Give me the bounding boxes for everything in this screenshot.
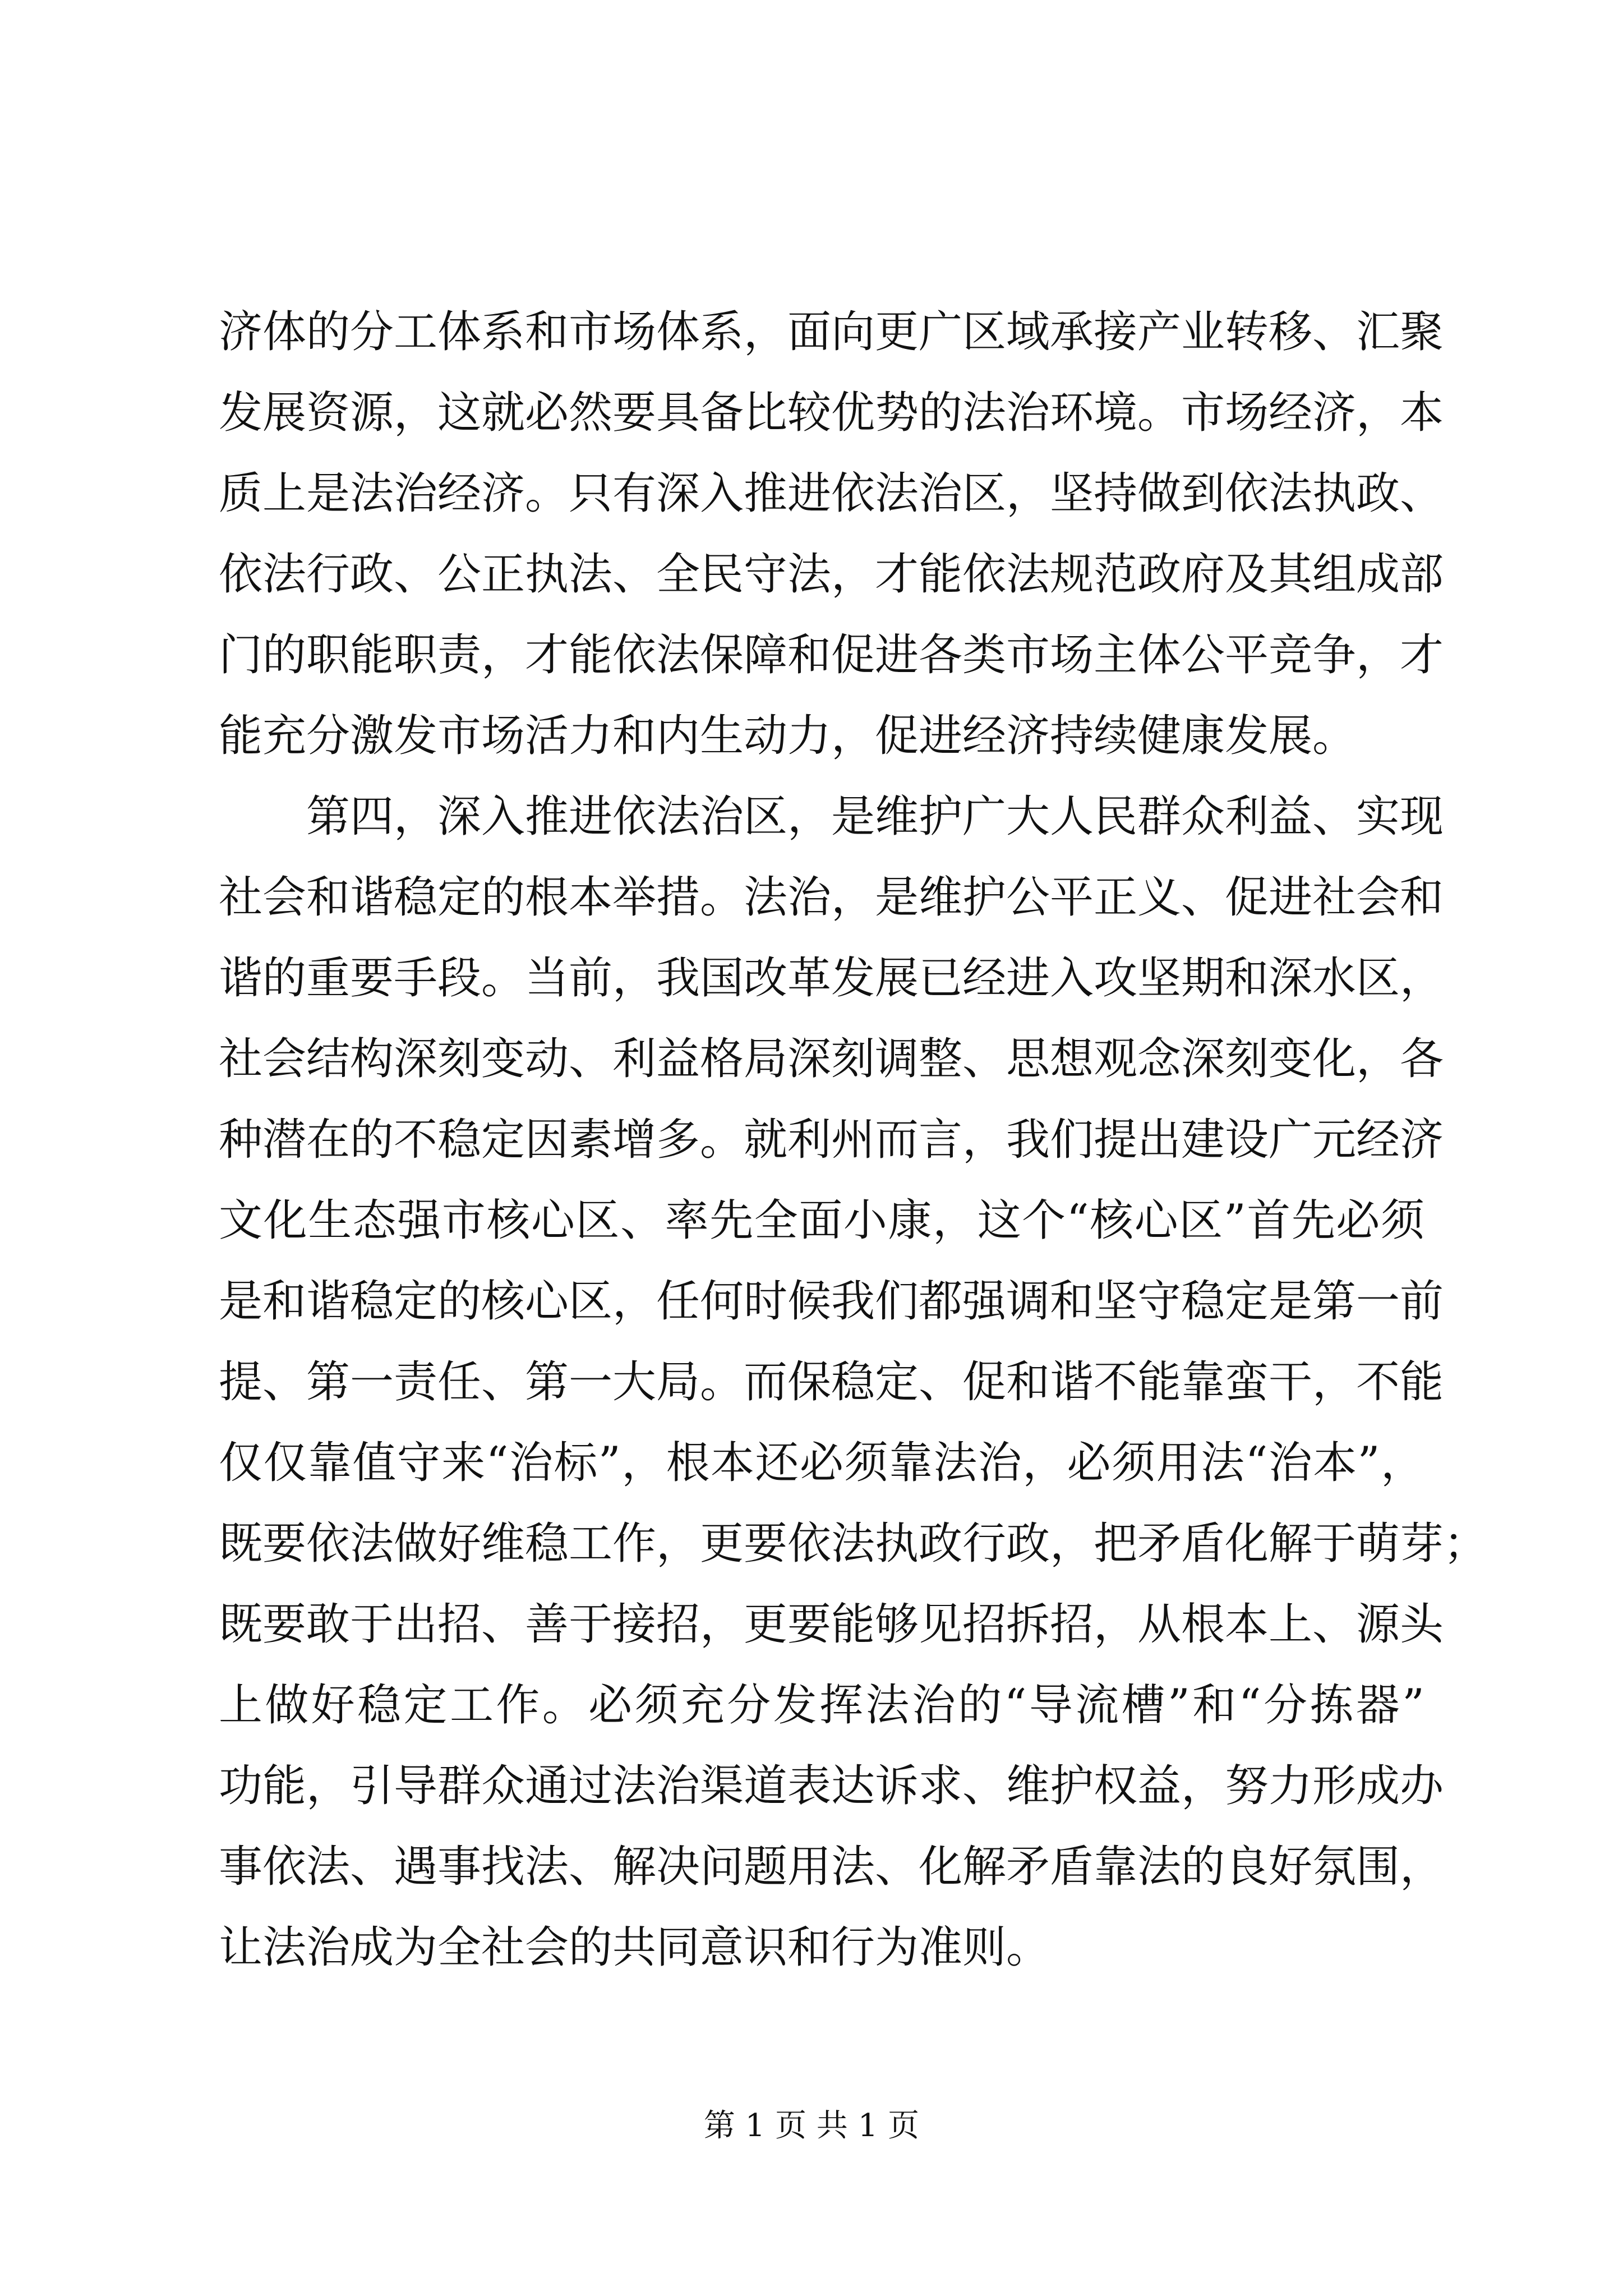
text-line: 让法治成为全社会的共同意识和行为准则。 [219, 1922, 1050, 1973]
text-line: 发展资源，这就必然要具备比较优势的法治环境。市场经济，本 [219, 388, 1444, 438]
text-line: 上做好稳定工作。必须充分发挥法治的“导流槽”和“分拣器” [219, 1680, 1424, 1731]
text-line: 社会结构深刻变动、利益格局深刻调整、思想观念深刻变化，各 [219, 1034, 1444, 1084]
text-line: 种潜在的不稳定因素增多。就利州而言，我们提出建设广元经济 [219, 1115, 1444, 1165]
text-line: 功能，引导群众通过法治渠道表达诉求、维护权益，努力形成办 [219, 1761, 1444, 1811]
text-line: 谐的重要手段。当前，我国改革发展已经进入攻坚期和深水区， [219, 953, 1444, 1004]
text-line: 门的职能职责，才能依法保障和促进各类市场主体公平竞争，才 [219, 630, 1444, 680]
text-line: 提、第一责任、第一大局。而保稳定、促和谐不能靠蛮干，不能 [219, 1357, 1444, 1407]
text-line: 第四，深入推进依法治区，是维护广大人民群众利益、实现 [219, 792, 1444, 842]
text-line: 社会和谐稳定的根本举措。法治，是维护公平正义、促进社会和 [219, 872, 1444, 923]
text-line: 既要依法做好维稳工作，更要依法执政行政，把矛盾化解于萌芽； [219, 1519, 1488, 1569]
text-line: 仅仅靠值守来“治标”，根本还必须靠法治，必须用法“治本”， [219, 1438, 1424, 1488]
body-text [219, 292, 1488, 1988]
text-line: 文化生态强市核心区、率先全面小康，这个“核心区”首先必须 [219, 1195, 1424, 1246]
page-footer: 第 1 页 共 1 页 [703, 2108, 920, 2144]
text-line: 事依法、遇事找法、解决问题用法、化解矛盾靠法的良好氛围， [219, 1842, 1444, 1892]
text-line: 既要敢于出招、善于接招，更要能够见招拆招，从根本上、源头 [219, 1599, 1444, 1650]
text-line: 能充分激发市场活力和内生动力，促进经济持续健康发展。 [219, 711, 1357, 761]
text-line: 依法行政、公正执法、全民守法，才能依法规范政府及其组成部 [219, 549, 1444, 600]
text-line: 济体的分工体系和市场体系，面向更广区域承接产业转移、汇聚 [219, 307, 1444, 357]
text-line: 质上是法治经济。只有深入推进依法治区，坚持做到依法执政、 [219, 468, 1444, 519]
text-line: 是和谐稳定的核心区，任何时候我们都强调和坚守稳定是第一前 [219, 1276, 1444, 1327]
